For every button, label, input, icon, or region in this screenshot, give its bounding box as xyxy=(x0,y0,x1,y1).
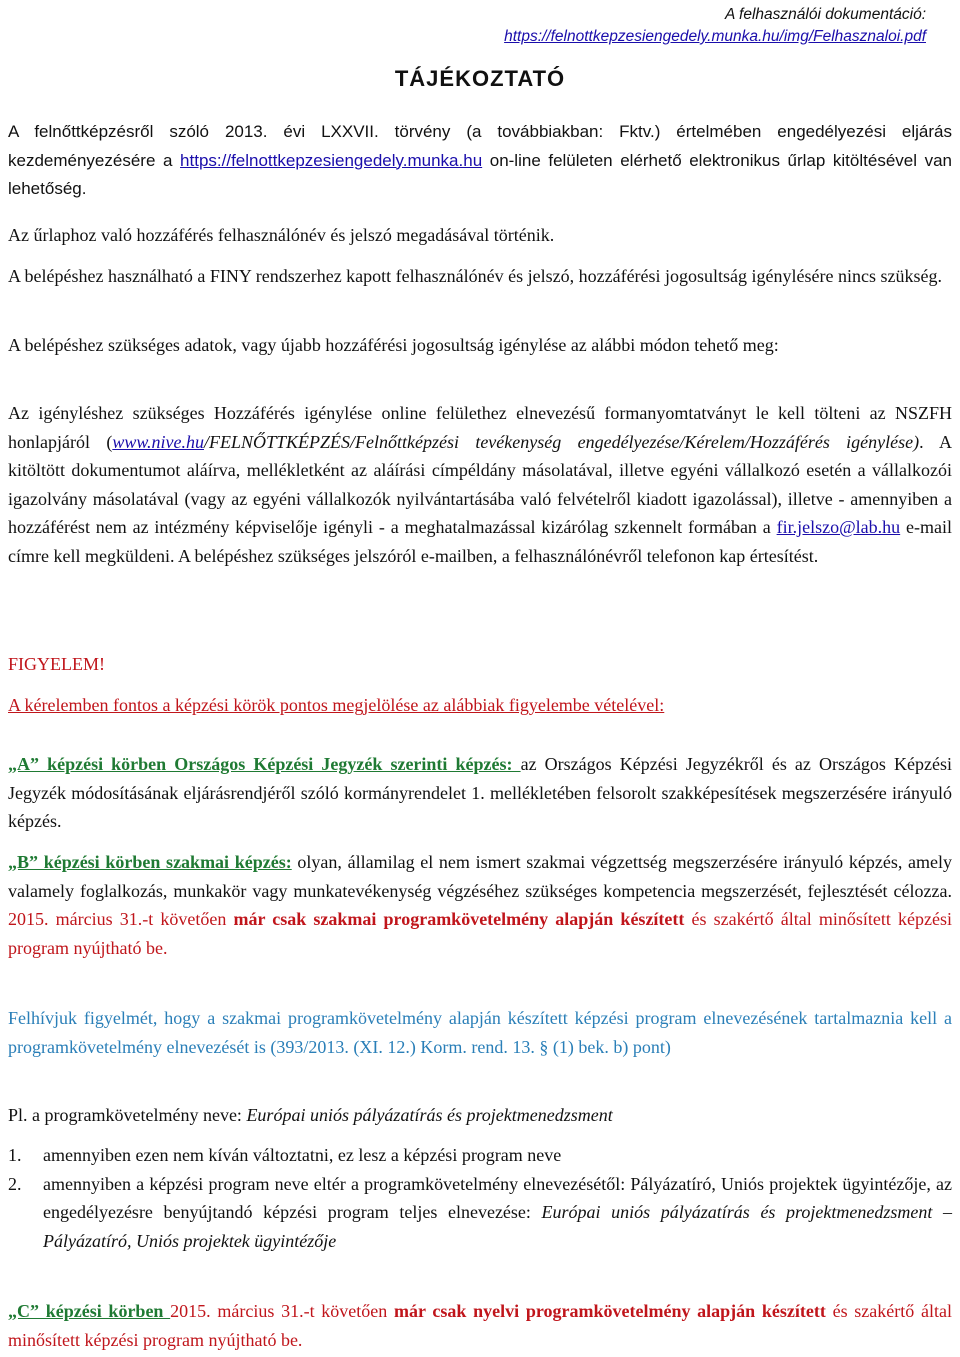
page-title: TÁJÉKOZTATÓ xyxy=(394,66,566,91)
intro-text: A felnőttképzésről szóló 2013. évi LXXVII. törvény (a továbbiakban: Fktv.) értelmében engedélyezési eljárás kezdeményezésére a xyxy=(8,122,952,170)
circle-b-label: „B” képzési körben szakmai képzés: xyxy=(8,852,292,872)
list-item xyxy=(8,1170,952,1256)
circle-b-text: olyan, államilag el nem ismert szakmai végzettség megszerzésére irányuló képzés, amely valamely foglalkozás, munkakör vagy munkatevékenység végzéséhez szükséges kompetencia megszerzését, fejlesztését célozza. xyxy=(8,852,952,901)
request-paragraph xyxy=(8,399,952,570)
list-item-text: amennyiben ezen nem kíván változtatni, ez lesz a képzési program neve xyxy=(43,1145,562,1165)
request-text-tail: e-mail címre kell megküldeni. A belépéshez szükséges jelszóról e-mailben, a felhasználónévről telefonon kap értesítést. xyxy=(8,517,952,566)
list-item xyxy=(8,1141,952,1170)
user-doc-label: A felhasználói dokumentáció: xyxy=(724,6,926,23)
circle-c-date: 2015. március 31.-t követően xyxy=(170,1301,388,1321)
nive-link[interactable]: www.nive.hu xyxy=(112,431,204,452)
circle-c-bold: már csak nyelvi programkövetelmény alapján készített xyxy=(387,1301,826,1321)
circle-a-label: „A” képzési körben Országos Képzési Jegyzék szerinti képzés: xyxy=(8,754,521,774)
list-item-number: 2. xyxy=(8,1173,22,1194)
request-path: /FELNŐTTKÉPZÉS/Felnőttképzési tevékenység engedélyezése/Kérelem/Hozzáférés igénylése) xyxy=(203,431,920,452)
circle-b-date: 2015. március 31.-t követően xyxy=(8,909,227,929)
intro-paragraph-1 xyxy=(8,118,952,204)
user-doc-reference xyxy=(504,4,926,48)
intro-text-tail: on-line felületen elérhető elektronikus űrlap kitöltésével van lehetőség. xyxy=(8,150,952,198)
circle-c-paragraph xyxy=(8,1297,952,1354)
intro-paragraph-3: A belépéshez használható a FINY rendszerhez kapott felhasználónév és jelszó, hozzáférési jogosultság igénylésére nincs szükség. xyxy=(8,266,942,286)
circle-c-tail: és szakértő által minősített képzési program nyújtható be. xyxy=(8,1301,952,1350)
warning-heading: FIGYELEM! xyxy=(8,654,105,674)
circle-c-label: „C” képzési körben xyxy=(8,1301,171,1321)
circle-b-bold: már csak szakmai programkövetelmény alapján készített xyxy=(226,909,685,929)
portal-link[interactable]: https://felnottkepzesiengedely.munka.hu xyxy=(180,150,483,170)
list-item-italic: Európai uniós pályázatírás és projektmenedzsment – Pályázatíró, Uniós projektek ügyintézője xyxy=(43,1202,952,1251)
request-text: Az igényléshez szükséges Hozzáférés igénylése online felülethez elnevezésű formanyomtatványt le kell tölteni az NSZFH honlapjáról ( xyxy=(8,403,952,452)
notice-paragraph: Felhívjuk figyelmét, hogy a szakmai programkövetelmény alapján készített képzési program elnevezésének tartalmaznia kell a programkövetelmény elnevezését is (393/2013. (XI. 12.) Korm. rend. 13. § (1) bek. b) pont) xyxy=(8,1008,952,1057)
circle-a-paragraph xyxy=(8,750,952,836)
naming-options-list xyxy=(8,1141,952,1255)
circle-b-paragraph xyxy=(8,848,952,962)
list-item-text: amennyiben a képzési program neve eltér a programkövetelmény elnevezésétől: Pályázatíró, Uniós projektek ügyintézője, az engedélyezésre benyújtandó képzési program teljes elnevezése: xyxy=(43,1173,952,1222)
circle-a-text: az Országos Képzési Jegyzékről és az Országos Képzési Jegyzék módosításának eljárásrendjéről szóló kormányrendelet 1. mellékletében felsorolt szakképesítések megszerzésére irányuló képzés. xyxy=(8,754,952,831)
email-link[interactable]: fir.jelszo@lab.hu xyxy=(776,517,901,537)
intro-paragraph-2: Az űrlaphoz való hozzáférés felhasználónév és jelszó megadásával történik. xyxy=(8,225,555,245)
request-text-middle: . A kitöltött dokumentumot aláírva, mellékletként az aláírási címpéldány másolatával, illetve egyéni vállalkozó esetén a vállalkozói igazolvány másolatával (vagy az egyéni vállalkozók nyilvántartásába való felvételről kiadott igazolással), illetve - amennyiben a hozzáférést nem az intézmény képviselője igényli - a meghatalmazással kizárólag szkennelt formában a xyxy=(8,431,952,537)
warning-subheading-text: A kérelemben fontos a képzési körök pontos megjelölése az alábbiak figyelembe vételével: xyxy=(8,695,665,715)
warning-subheading xyxy=(8,691,952,720)
example-name: Európai uniós pályázatírás és projektmenedzsment xyxy=(246,1105,613,1125)
example-paragraph xyxy=(8,1101,952,1130)
example-prefix: Pl. a programkövetelmény neve: xyxy=(8,1105,247,1125)
circle-b-tail: és szakértő által minősített képzési program nyújtható be. xyxy=(8,909,952,958)
intro-paragraph-4: A belépéshez szükséges adatok, vagy újabb hozzáférési jogosultság igénylése az alábbi módon tehető meg: xyxy=(8,335,779,355)
user-doc-link[interactable]: https://felnottkepzesiengedely.munka.hu/img/Felhasznaloi.pdf xyxy=(504,28,926,45)
list-item-number: 1. xyxy=(8,1145,22,1165)
